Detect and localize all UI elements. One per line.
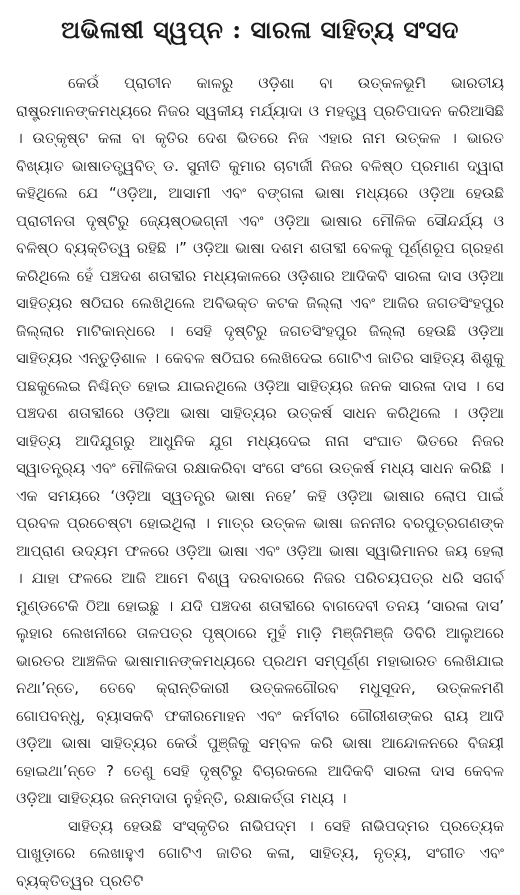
paragraph: କେଉଁ ପ୍ରାଚୀନ କାଳରୁ ଓଡ଼ିଶା ବା ଉତ୍କଳଭୂମି ଭାରତୀୟ ରାଷ୍ଟ୍ରମାନଙ୍କମଧ୍ୟରେ ନିଜର ସ୍ୱକୀୟ ମର୍ଯ୍ୟାଦା ଓ ମହତ୍ତ୍ୱ ପ୍ରତିପାଦନ କରିଆସିଛି । ଉତ୍କୃଷ୍ଟ କଳା ବା କୃତିର ଦେଶ ଭିତରେ ନିଜ ଏହାର ନାମ ଉତ୍କଳ । ଭାରତ ବିଖ୍ୟାତ ଭାଷାତତ୍ତ୍ୱବିତ୍ ଡ. ସୁନୀତି କୁମାର ଚାଟାର୍ଜୀ ନିଜର ବଳିଷ୍ଠ ପ୍ରମାଣ ଦ୍ୱାରା କହିଥିଲେ ଯେ “ଓଡ଼ିଆ, ଆସାମୀ ଏବଂ ବଙ୍ଗଳା ଭାଷା ମଧ୍ୟରେ ଓଡ଼ିଆ ହେଉଛି ପ୍ରାଚୀନତା ଦୃଷ୍ଟିରୁ ଜ୍ୟେଷ୍ଠଭଗ୍ନୀ ଏବଂ ଓଡ଼ିଆ ଭାଷାର ମୌଳିକ ସୌନ୍ଦର୍ଯ୍ୟ ଓ ବଳିଷ୍ଠ ବ୍ୟକ୍ତିତ୍ୱ ରହିଛି ।” ଓଡ଼ିଆ ଭାଷା ଦଶମ ଶତାବ୍ଦୀ ବେଳକୁ ପୂର୍ଣ୍ଣରୂପ ଗ୍ରହଣ କରିଥିଲେ ହେଁ ପଞ୍ଚଦଶ ଶତାବ୍ଦୀର ମଧ୍ୟକାଳରେ ଓଡ଼ିଶାର ଆଦିକବି ସାରଳା ଦାସ ଓଡ଼ିଆ ସାହିତ୍ୟର ଷଠିଘର ଲେଖିଥିଲେ ଅବିଭକ୍ତ କଟକ ଜିଲ୍ଲା ଏବଂ ଆଜିର ଜଗତସିଂହପୁର ଜିଲ୍ଲାର ମାଟିକାନ୍ଧରେ । ସେହି ଦୃଷ୍ଟିରୁ ଜଗତସିଂହପୁର ଜିଲ୍ଲା ହେଉଛି ଓଡ଼ିଆ ସାହିତ୍ୟର ଏନ୍ତୁଡ଼ିଶାଳ । କେବଳ ଷଠିଘର ଲେଖିଦେଇ ଗୋଟିଏ ଜାତିର ସାହିତ୍ୟ ଶିଶୁକୁ ପଛକୁଲେଇ ନିଶ୍ଚିନ୍ତ ହୋଇ ଯାଇନଥିଲେ ଓଡ଼ିଆ ସାହିତ୍ୟର ଜନକ ସାରଳା ଦାସ । ସେ ପଞ୍ଚଦଶ ଶତାବ୍ଦୀରେ ଓଡ଼ିଆ ଭାଷା ସାହିତ୍ୟର ଉତ୍କର୍ଷ ସାଧନ କରିଥିଲେ । ଓଡ଼ିଆ ସାହିତ୍ୟ ଆଦିଯୁଗରୁ ଆଧୁନିକ ଯୁଗ ମଧ୍ୟଦେଇ ନାନା ସଂଘାତ ଭିତରେ ନିଜର ସ୍ୱାତନ୍ତ୍ର୍ୟ ଏବଂ ମୌଳିକତା ରକ୍ଷାକରିବା ସଂଗେ ସଂଗେ ଉତ୍କର୍ଷ ମଧ୍ୟ ସାଧନ କରିଛି । ଏକ ସମୟରେ ‘ଓଡ଼ିଆ ସ୍ୱତନ୍ତ୍ର ଭାଷା ନହେ’ କହି ଓଡ଼ିଆ ଭାଷାର ଲୋପ ପାଇଁ ପ୍ରବଳ ପ୍ରଚେଷ୍ଟା ହୋଇଥିଲା । ମାତ୍ର ଉତ୍କଳ ଭାଷା ଜନନୀର ବରପୁତ୍ରଗଣଙ୍କ ଆପ୍ରାଣ ଉଦ୍ୟମ ଫଳରେ ଓଡ଼ିଆ ଭାଷା ଏବଂ ଓଡ଼ିଆ ଭାଷା ସ୍ୱାଭିମାନର ଜୟ ହେଲା । ଯାହା ଫଳରେ ଆଜି ଆମେ ବିଶ୍ୱ ଦରବାରରେ ନିଜର ପରିଚୟପତ୍ର ଧରି ସଗର୍ବ ମୁଣ୍ଡଟେକି ଠିଆ ହୋଇଛୁ । ଯଦି ପଞ୍ଚଦଶ ଶତାବ୍ଦୀରେ ବାଗଦେବୀ ତନୟ ‘ସାରଳା ଦାସ’ ଲୁହାର ଲେଖନୀରେ ତାଳପତ୍ର ପୃଷ୍ଠାରେ ମୁହଁ ମାଡ଼ି ମିଞ୍ଜିମିଞ୍ଜି ଡିବିରି ଆଲୁଅରେ ଭାରତର ଆଞ୍ଚଳିକ ଭାଷାମାନଙ୍କମଧ୍ୟରେ ପ୍ରଥମ ସମ୍ପୂର୍ଣ୍ଣ ମହାଭାରତ ଲେଖିଯାଇ ନଥା’ନ୍ତେ, ତେବେ କ୍ରାନ୍ତିକାରୀ ଉତ୍କଳଗୌରବ ମଧୁସୂଦନ, ଉତ୍କଳମଣି ଗୋପବନ୍ଧୁ, ବ୍ୟାସକବି ଫକୀରମୋହନ ଏବଂ କର୍ମବୀର ଗୌରୀଶଙ୍କର ରାୟ ଆଦି ଓଡ଼ିଆ ଭାଷା ସାହିତ୍ୟର କେଉଁ ପୁଞ୍ଜିକୁ ସମ୍ବଳ କରି ଭାଷା ଆନ୍ଦୋଳନରେ ବିଜୟୀ ହୋଇଥା’ନ୍ତେ ? ତେଣୁ ସେହି ଦୃଷ୍ଟିରୁ ବିଚାରକଲେ ଆଦିକବି ସାରଳା ଦାସ କେବଳ ଓଡ଼ିଆ ସାହିତ୍ୟର ଜନ୍ମଦାତା ନୁହଁନ୍ତି, ରକ୍ଷାକର୍ତ୍ତା ମଧ୍ୟ । <box>16 70 504 813</box>
article-title: ଅଭିଳାଷୀ ସ୍ୱପ୍ନ : ସାରଳା ସାହିତ୍ୟ ସଂସଦ <box>16 12 504 52</box>
paragraph: ସାହିତ୍ୟ ହେଉଛି ସଂସ୍କୃତିର ନାଭିପଦ୍ମ । ସେହି ନାଭିପଦ୍ମର ପ୍ରତ୍ୟେକ ପାଖୁଡ଼ାରେ ଲେଖାହୁଏ ଗୋଟିଏ ଜାତିର କଳା, ସାହିତ୍ୟ, ନୃତ୍ୟ, ସଂଗୀତ ଏବଂ ବ୍ୟକ୍ତିତ୍ୱର ପ୍ରତିଟି <box>16 813 504 895</box>
article-body <box>16 70 504 895</box>
